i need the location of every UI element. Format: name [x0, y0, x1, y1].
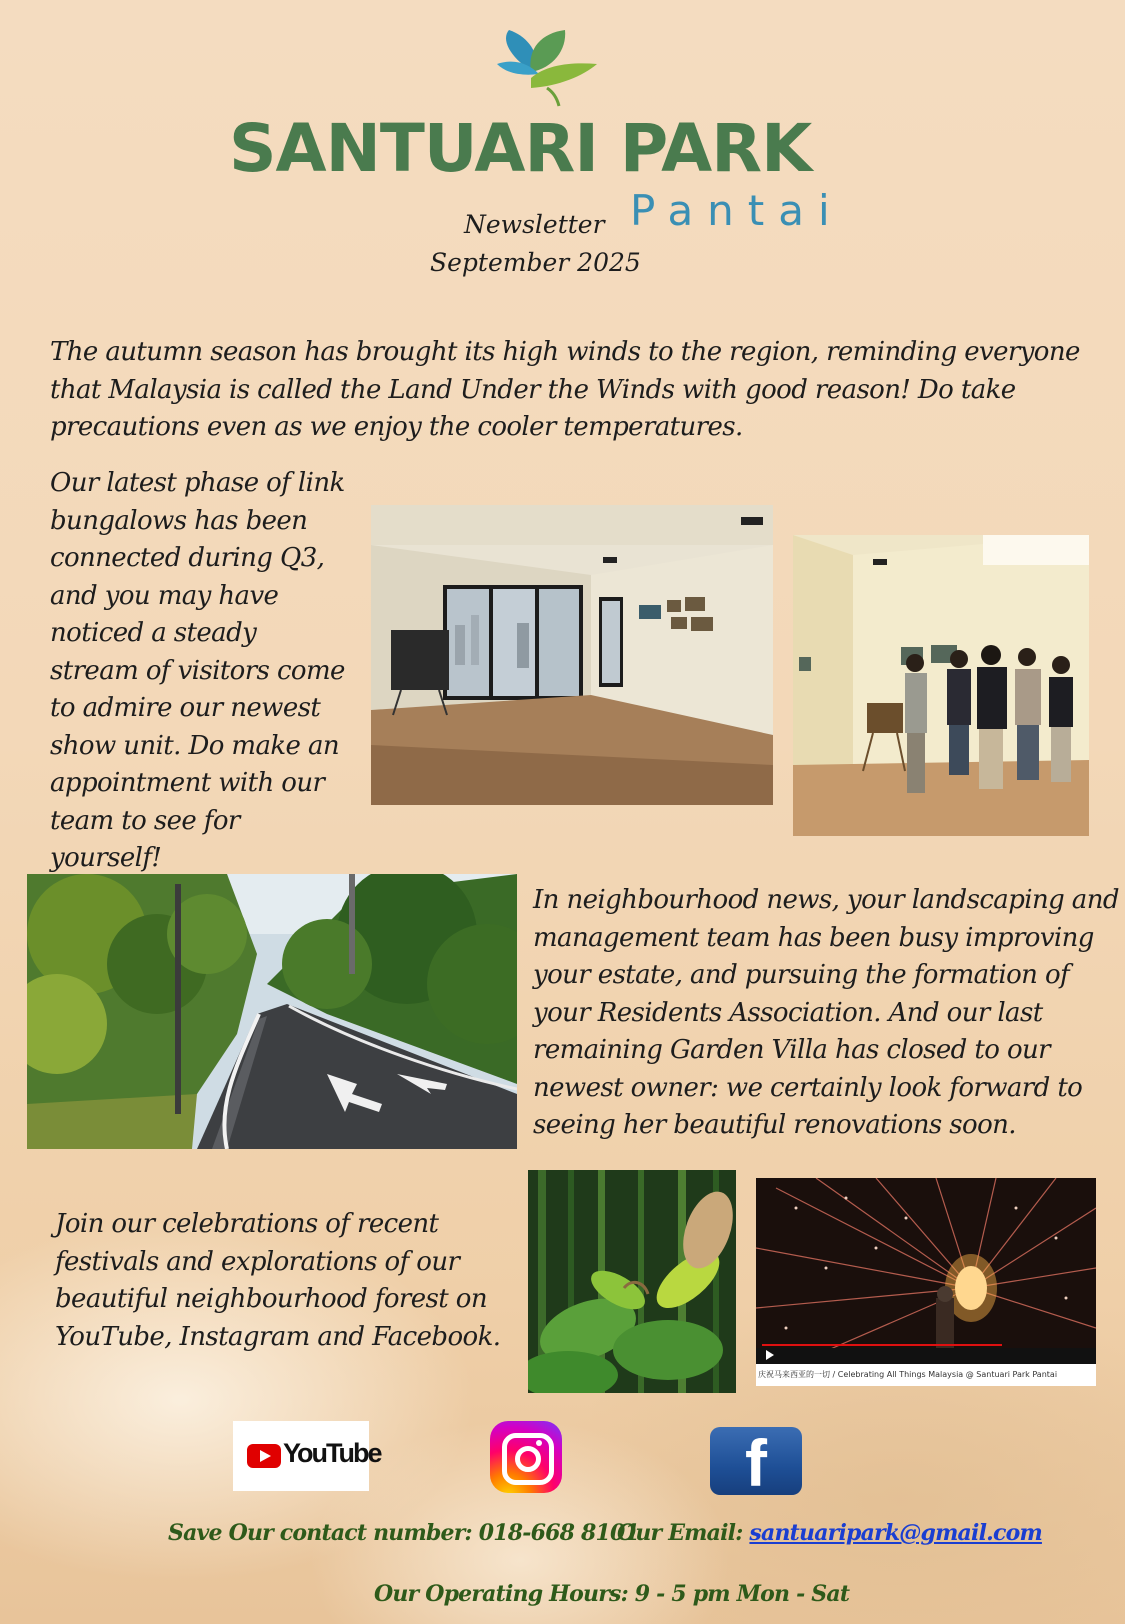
neighbourhood-news-paragraph: In neighbourhood news, your landscaping and management team has been busy improving your estate, and pursuing the formation of your Residents Association. And our last remaining Garden Villa has closed to our newest owner: we certainly look forward to seeing her beautiful renovations soon.	[533, 885, 1119, 1140]
youtube-video-thumbnail[interactable]	[756, 1178, 1096, 1386]
instagram-link-button[interactable]	[490, 1421, 562, 1493]
visitors-photo	[793, 535, 1089, 836]
social-invite-paragraph: Join our celebrations of recent festivals and explorations of our beautiful neighbourhood forest on YouTube, Instagram and Facebook.	[55, 1209, 501, 1352]
youtube-play-icon	[247, 1444, 281, 1468]
newsletter-label: Newsletter	[464, 210, 605, 239]
contact-email-row	[617, 1520, 1042, 1546]
intro-paragraph: The autumn season has brought its high winds to the region, reminding everyone that Malaysia is called the Land Under the Winds with good reason! Do take precautions even as we enjoy the cooler temperatures.	[50, 337, 1080, 442]
show-unit-photo	[371, 505, 773, 805]
logo-wordmark: SANTUARI PARK	[229, 110, 812, 187]
facebook-f-icon: f	[745, 1427, 767, 1495]
youtube-link-button[interactable]	[233, 1421, 381, 1491]
contact-phone: Save Our contact number: 018-668 8101	[168, 1520, 639, 1546]
instagram-lens-icon	[515, 1446, 541, 1472]
forest-plant-photo	[528, 1170, 736, 1393]
bird-leaf-icon	[487, 28, 607, 108]
contact-email-label: Our Email:	[617, 1520, 743, 1546]
estate-road-photo	[27, 874, 517, 1149]
contact-email-link[interactable]: santuaripark@gmail.com	[749, 1520, 1042, 1546]
instagram-flash-icon	[536, 1440, 542, 1446]
operating-hours: Our Operating Hours: 9 - 5 pm Mon - Sat	[374, 1581, 850, 1607]
show-unit-paragraph: Our latest phase of link bungalows has been connected during Q3, and you may have noticed a steady stream of visitors come to admire our newest show unit. Do make an appointment with our team to see for yourself!	[50, 468, 345, 873]
newsletter-date: September 2025	[430, 248, 641, 277]
logo-subtitle: Pantai	[630, 186, 844, 235]
video-caption: 庆祝马来西亚的一切 / Celebrating All Things Malaysia @ Santuari Park Pantai	[756, 1364, 1096, 1386]
youtube-wordmark: YouTube	[283, 1438, 381, 1468]
facebook-link-button[interactable]	[710, 1427, 802, 1495]
